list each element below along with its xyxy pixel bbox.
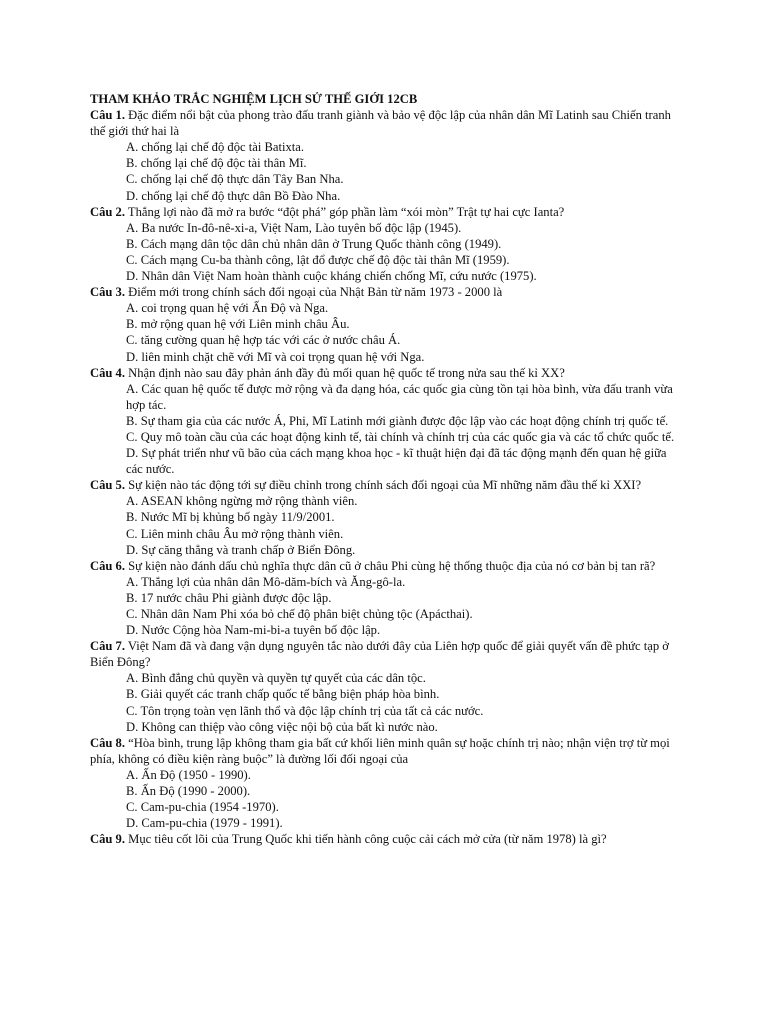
option: C. Tôn trọng toàn vẹn lãnh thổ và độc lập chính trị của tất cả các nước. bbox=[126, 703, 484, 718]
question-number: Câu 3. bbox=[90, 285, 125, 300]
question-number: Câu 7. bbox=[90, 639, 125, 654]
question-number: Câu 4. bbox=[90, 365, 125, 380]
option: A. ASEAN không ngừng mở rộng thành viên. bbox=[126, 494, 358, 509]
question-text: Việt Nam đã và đang vận dụng nguyên tắc nào dưới đây của Liên hợp quốc để giải quyết vấn đề phức tạp ở Biển Đông? bbox=[90, 639, 669, 670]
question-number: Câu 9. bbox=[90, 832, 125, 847]
option: A. Ba nước In-đô-nê-xi-a, Việt Nam, Lào tuyên bố độc lập (1945). bbox=[126, 220, 462, 235]
option: C. Nhân dân Nam Phi xóa bỏ chế độ phân biệt chủng tộc (Apácthai). bbox=[126, 607, 473, 621]
option: B. Giải quyết các tranh chấp quốc tế bằng biện pháp hòa bình. bbox=[126, 687, 440, 702]
question-8 bbox=[90, 735, 675, 767]
question-4 bbox=[90, 365, 675, 381]
question-text: Sự kiện nào đánh dấu chủ nghĩa thực dân cũ ở châu Phi cùng hệ thống thuộc địa của nó cơ bản bị tan rã? bbox=[125, 558, 656, 573]
option: D. Cam-pu-chia (1979 - 1991). bbox=[126, 816, 283, 831]
question-3 bbox=[90, 284, 675, 300]
option: C. Liên minh châu Âu mở rộng thành viên. bbox=[126, 526, 344, 541]
option: C. Quy mô toàn cầu của các hoạt động kinh tế, tài chính và chính trị của các quốc gia và các tổ chức quốc tế. bbox=[126, 429, 675, 444]
question-1 bbox=[90, 107, 675, 139]
question-number: Câu 2. bbox=[90, 204, 125, 219]
option: A. Các quan hệ quốc tế được mở rộng và đa dạng hóa, các quốc gia cùng tồn tại hòa bình, vừa đấu tranh vừa hợp tác. bbox=[126, 381, 673, 412]
option: B. 17 nước châu Phi giành được độc lập. bbox=[126, 590, 332, 605]
question-6 bbox=[90, 558, 675, 574]
option: C. chống lại chế độ thực dân Tây Ban Nha. bbox=[126, 172, 344, 187]
option: B. Sự tham gia của các nước Á, Phi, Mĩ Latinh mới giành được độc lập vào các hoạt động chính trị quốc tế. bbox=[126, 413, 669, 428]
option: D. liên minh chặt chẽ với Mĩ và coi trọng quan hệ với Nga. bbox=[126, 349, 425, 364]
option: B. mở rộng quan hệ với Liên minh châu Âu. bbox=[126, 317, 350, 332]
question-text: “Hòa bình, trung lập không tham gia bất cứ khối liên minh quân sự hoặc chính trị nào; nhận viện trợ từ mọi phía, không có điều kiện ràng buộc” là đường lối đối ngoại của bbox=[90, 735, 670, 766]
question-number: Câu 8. bbox=[90, 735, 125, 750]
option: D. Sự phát triển như vũ bão của cách mạng khoa học - kĩ thuật hiện đại đã tác động mạnh đến quan hệ giữa các nước. bbox=[126, 446, 667, 477]
document-title: THAM KHẢO TRẮC NGHIỆM LỊCH SỬ THẾ GIỚI 12CB bbox=[90, 92, 418, 106]
option: B. Nước Mĩ bị khủng bố ngày 11/9/2001. bbox=[126, 510, 335, 525]
question-2 bbox=[90, 204, 675, 220]
question-number: Câu 5. bbox=[90, 478, 125, 493]
option: B. chống lại chế độ độc tài thân Mĩ. bbox=[126, 156, 307, 171]
option: D. Nhân dân Việt Nam hoàn thành cuộc kháng chiến chống Mĩ, cứu nước (1975). bbox=[126, 269, 537, 284]
question-text: Điểm mới trong chính sách đối ngoại của Nhật Bản từ năm 1973 - 2000 là bbox=[125, 285, 503, 300]
question-text: Sự kiện nào tác động tới sự điều chỉnh trong chính sách đối ngoại của Mĩ những năm đầu thế kỉ XXI? bbox=[125, 478, 642, 493]
question-text: Đặc điểm nổi bật của phong trào đấu tranh giành và bảo vệ độc lập của nhân dân Mĩ Latinh sau Chiến tranh thế giới thứ hai là bbox=[90, 108, 671, 139]
question-7 bbox=[90, 638, 675, 670]
option: C. Cách mạng Cu-ba thành công, lật đổ được chế độ độc tài thân Mĩ (1959). bbox=[126, 252, 510, 267]
option: A. chống lại chế độ độc tài Batixta. bbox=[126, 140, 305, 155]
option: B. Ấn Độ (1990 - 2000). bbox=[126, 784, 251, 799]
option: D. Không can thiệp vào công việc nội bộ của bất kì nước nào. bbox=[126, 719, 438, 734]
option: A. Ấn Độ (1950 - 1990). bbox=[126, 767, 251, 782]
option: B. Cách mạng dân tộc dân chủ nhân dân ở Trung Quốc thành công (1949). bbox=[126, 236, 502, 251]
question-text: Mục tiêu cốt lõi của Trung Quốc khi tiến hành công cuộc cải cách mở cửa (từ năm 1978) là gì? bbox=[125, 832, 607, 847]
option: D. Sự căng thẳng và tranh chấp ở Biển Đông. bbox=[126, 542, 356, 557]
option: C. tăng cường quan hệ hợp tác với các ở nước châu Á. bbox=[126, 333, 401, 348]
question-text: Nhận định nào sau đây phản ánh đầy đủ mối quan hệ quốc tế trong nửa sau thế kỉ XX? bbox=[125, 365, 565, 380]
option: D. chống lại chế độ thực dân Bồ Đào Nha. bbox=[126, 188, 341, 203]
option: A. Thắng lợi của nhân dân Mô-dăm-bích và Ăng-gô-la. bbox=[126, 574, 406, 589]
option: A. Bình đẳng chủ quyền và quyền tự quyết của các dân tộc. bbox=[126, 671, 426, 686]
document-page bbox=[90, 91, 675, 847]
question-number: Câu 1. bbox=[90, 108, 125, 123]
question-text: Thắng lợi nào đã mở ra bước “đột phá” góp phần làm “xói mòn” Trật tự hai cực Ianta? bbox=[125, 204, 565, 219]
option: D. Nước Cộng hòa Nam-mi-bi-a tuyên bố độc lập. bbox=[126, 623, 381, 638]
question-number: Câu 6. bbox=[90, 558, 125, 573]
option: A. coi trọng quan hệ với Ấn Độ và Nga. bbox=[126, 301, 329, 316]
question-5 bbox=[90, 477, 675, 493]
question-9 bbox=[90, 831, 675, 847]
option: C. Cam-pu-chia (1954 -1970). bbox=[126, 800, 279, 815]
